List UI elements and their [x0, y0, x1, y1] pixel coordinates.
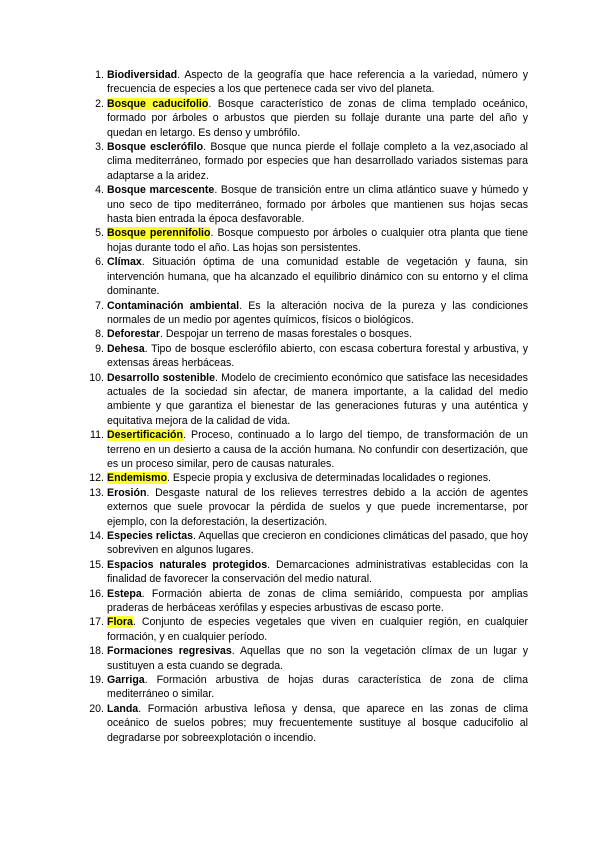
- entry-definition: . Modelo de crecimiento económico que satisface las necesidades actuales de la sociedad sin afectar, de manera importante, a la calidad del medio ambiente y que garantiza el bienestar de las generaciones futuras y una auténtica y equitativa mejora de la calidad de vida.: [107, 371, 528, 427]
- entry-term: Endemismo: [107, 472, 168, 485]
- glossary-entry: [82, 299, 528, 328]
- entry-term: Estepa: [107, 587, 142, 600]
- glossary-entry: [82, 342, 528, 371]
- entry-definition: . Formación abierta de zonas de clima semiárido, compuesta por amplias praderas de herbáceas xerófilas y especies arbustivas de escaso porte.: [107, 587, 528, 615]
- entry-number: 19.: [89, 674, 104, 687]
- glossary-entry: [82, 486, 528, 529]
- entry-definition: . Despojar un terreno de masas forestales o bosques.: [160, 328, 413, 341]
- entry-number: 13.: [89, 486, 104, 499]
- entry-number: 20.: [89, 702, 104, 715]
- entry-term: Deforestar: [107, 328, 160, 341]
- entry-term: Dehesa: [107, 342, 145, 355]
- glossary-entry: [82, 68, 528, 97]
- glossary-entry: [82, 558, 528, 587]
- glossary-entry: [82, 428, 528, 471]
- entry-term: Garriga: [107, 674, 145, 687]
- glossary-entry: [82, 471, 528, 485]
- glossary-entry: [82, 226, 528, 255]
- entry-definition: . Aquellas que no son la vegetación clímax de un lugar y sustituyen a esta cuando se degrada.: [107, 645, 528, 672]
- glossary-entry: [82, 371, 528, 429]
- entry-term: Especies relictas: [107, 530, 194, 542]
- entry-number: 14.: [89, 530, 104, 542]
- glossary-entry: [82, 615, 528, 644]
- entry-definition: . Tipo de bosque esclerófilo abierto, con escasa cobertura forestal y arbustiva, y extensas áreas herbáceas.: [107, 342, 528, 370]
- entry-number: 16.: [89, 587, 104, 600]
- entry-term: Biodiversidad: [107, 69, 178, 81]
- entry-definition: . Aspecto de la geografía que hace referencia a la variedad, número y frecuencia de especies a los que pertenece cada ser vivo del planeta.: [107, 69, 528, 96]
- glossary-entry: [82, 140, 528, 183]
- entry-definition: . Bosque que nunca pierde el follaje completo a la vez,asociado al clima mediterráneo, formado por especies que han desarrollado variados sistemas para adaptarse a la aridez.: [107, 141, 528, 182]
- entry-number: 12.: [89, 472, 104, 485]
- entry-term: Espacios naturales protegidos: [107, 558, 268, 571]
- entry-term: Landa: [107, 702, 139, 715]
- entry-number: 15.: [89, 558, 104, 571]
- entry-definition: . Demarcaciones administrativas establecidas con la finalidad de favorecer la conservación del medio natural.: [107, 558, 528, 586]
- entry-definition: . Proceso, continuado a lo largo del tiempo, de transformación de un terreno en un desierto a causa de la acción humana. No confundir con desertización, que es un proceso similar, pero de causas naturales.: [107, 429, 528, 470]
- entry-number: 6.: [95, 256, 104, 269]
- entry-term: Formaciones regresivas: [107, 645, 232, 658]
- glossary-entry: [82, 183, 528, 226]
- glossary-entry: [82, 97, 528, 140]
- entry-number: 2.: [95, 97, 104, 110]
- entry-definition: . Especie propia y exclusiva de determinadas localidades o regiones.: [167, 472, 491, 485]
- entry-term: Flora: [107, 616, 133, 629]
- entry-term: Bosque esclerófilo: [107, 141, 204, 154]
- entry-number: 5.: [95, 227, 104, 240]
- entry-term: Bosque perennifolio: [107, 227, 211, 240]
- entry-definition: . Formación arbustiva leñosa y densa, que aparece en las zonas de clima oceánico de suelos pobres; muy frecuentemente sustituye al bosque caducifolio al degradarse por sobreexplotación o incendio.: [107, 702, 528, 744]
- entry-definition: . Es la alteración nociva de la pureza y las condiciones normales de un medio por agentes químicos, físicos o biológicos.: [107, 299, 528, 326]
- entry-number: 4.: [95, 184, 104, 197]
- entry-number: 9.: [95, 342, 104, 355]
- entry-number: 10.: [89, 371, 104, 384]
- entry-definition: . Aquellas que crecieron en condiciones climáticas del pasado, que hoy sobreviven en algunos lugares.: [107, 530, 529, 557]
- entry-number: 11.: [90, 429, 104, 442]
- entry-number: 8.: [95, 328, 104, 341]
- entry-definition: . Situación óptima de una comunidad estable de vegetación y fauna, sin intervención humana, que ha alcanzado el equilibrio dinámico con su entorno y el clima dominante.: [107, 256, 528, 298]
- entry-term: Bosque marcescente: [107, 184, 215, 197]
- entry-definition: . Formación arbustiva de hojas duras característica de zona de clima mediterráneo o similar.: [107, 674, 528, 701]
- glossary-entry: [82, 673, 528, 702]
- entry-number: 7.: [95, 299, 104, 312]
- glossary-entry: [82, 587, 528, 616]
- entry-term: Erosión: [107, 486, 147, 499]
- entry-term: Desertificación: [107, 429, 183, 442]
- glossary-list: [82, 68, 528, 745]
- glossary-entry: [82, 644, 528, 673]
- glossary-entry: [82, 702, 528, 745]
- entry-term: Desarrollo sostenible: [107, 371, 215, 384]
- entry-number: 17.: [89, 616, 104, 629]
- entry-definition: . Bosque característico de zonas de clima templado oceánico, formado por árboles o arbustos que pierden su follaje durante una parte del año y quedan en letargo. Es denso y umbrófilo.: [107, 97, 528, 139]
- glossary-entry: [82, 327, 528, 341]
- entry-term: Bosque caducifolio: [107, 97, 209, 110]
- entry-definition: . Bosque de transición entre un clima atlántico suave y húmedo y uno seco de tipo mediterráneo, formado por árboles que mantienen sus hojas secas hasta bien entrada la época desfavorable.: [107, 184, 528, 226]
- entry-number: 3.: [95, 141, 104, 154]
- entry-definition: . Conjunto de especies vegetales que viven en cualquier región, en cualquier formación, y en cualquier período.: [107, 616, 528, 643]
- entry-term: Clímax: [107, 256, 142, 269]
- entry-definition: . Desgaste natural de los relieves terrestres debido a la acción de agentes externos que suele provocar la pérdida de suelos y que puede incrementarse, por ejemplo, con la deforestación, la desertización.: [107, 486, 528, 528]
- entry-term: Contaminación ambiental: [107, 299, 240, 312]
- glossary-entry: [82, 255, 528, 298]
- entry-number: 18.: [89, 645, 104, 658]
- entry-definition: . Bosque compuesto por árboles o cualquier otra planta que tiene hojas durante todo el año. Las hojas son persistentes.: [107, 227, 528, 254]
- entry-number: 1.: [95, 69, 104, 81]
- glossary-entry: [82, 529, 528, 558]
